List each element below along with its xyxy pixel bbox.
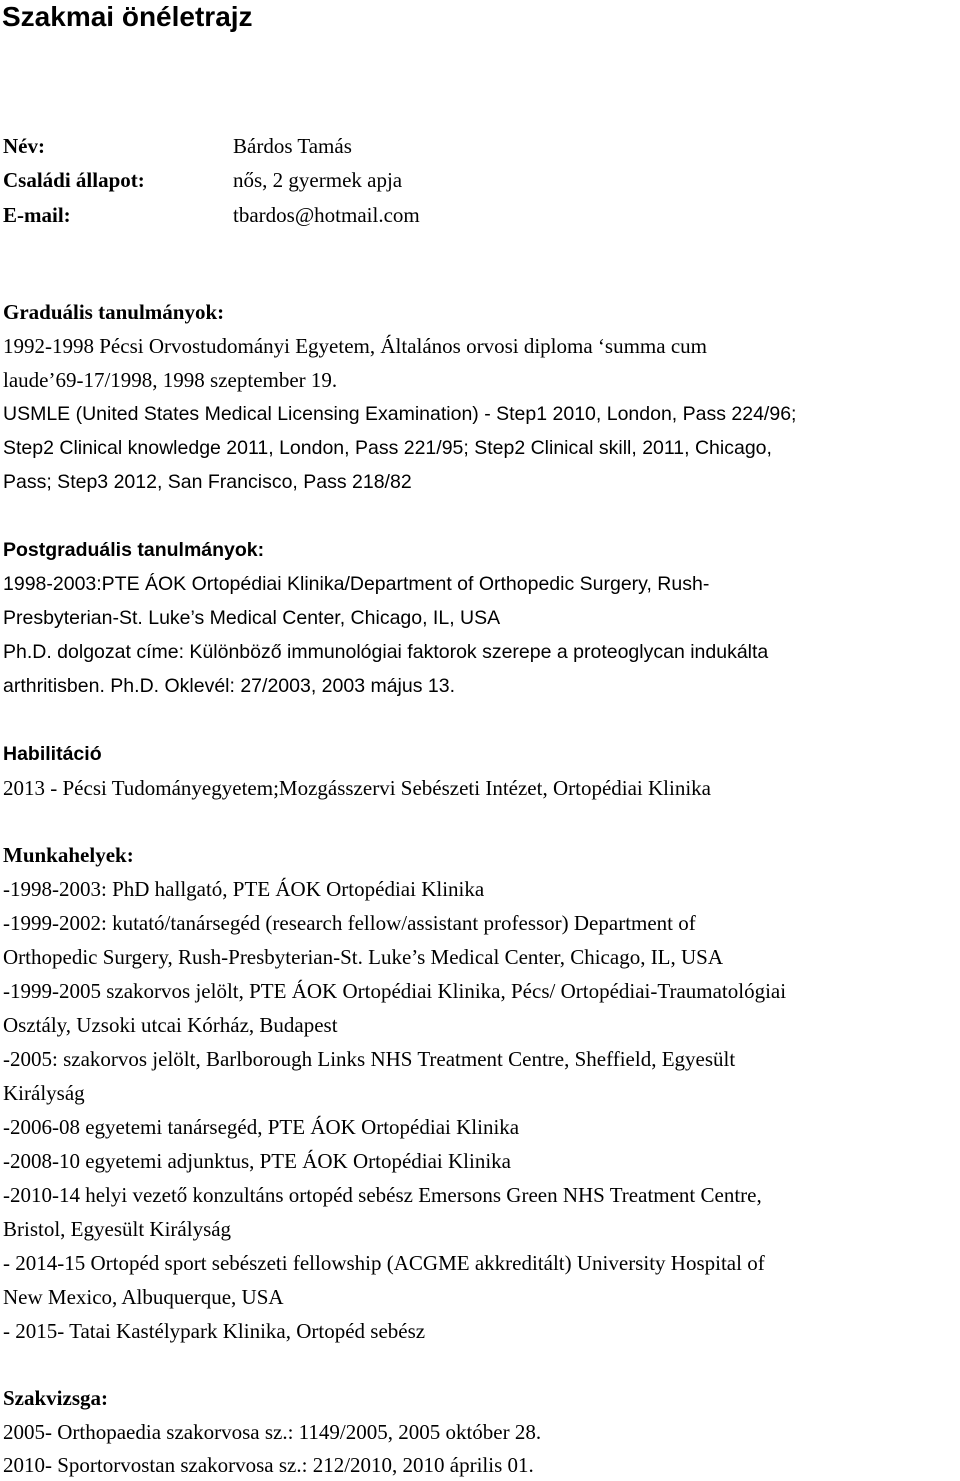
workplace-line: -2010-14 helyi vezető konzultáns ortopéd sebész Emersons Green NHS Treatment Centre, xyxy=(3,1183,762,1207)
workplace-line: Királyság xyxy=(3,1081,85,1105)
name-label: Név: xyxy=(3,134,45,158)
workplace-line: Bristol, Egyesült Királyság xyxy=(3,1217,232,1241)
workplace-line: -1999-2005 szakorvos jelölt, PTE ÁOK Ortopédiai Klinika, Pécs/ Ortopédiai-Traumatológiai xyxy=(3,979,787,1003)
graduate-heading: Graduális tanulmányok: xyxy=(3,300,225,324)
workplace-line: -2005: szakorvos jelölt, Barlborough Links NHS Treatment Centre, Sheffield, Egyesült xyxy=(3,1047,736,1071)
workplace-line: -1999-2002: kutató/tanársegéd (research fellow/assistant professor) Department of xyxy=(3,911,696,935)
graduate-line: USMLE (United States Medical Licensing Examination) - Step1 2010, London, Pass 224/96; xyxy=(3,403,797,425)
graduate-line: 1992-1998 Pécsi Orvostudományi Egyetem, Általános orvosi diploma ‘summa cum xyxy=(3,334,707,358)
exams-heading: Szakvizsga: xyxy=(3,1386,108,1410)
page-title: Szakmai önéletrajz xyxy=(2,1,253,32)
postgraduate-line: Ph.D. dolgozat címe: Különböző immunológiai faktorok szerepe a proteoglycan indukálta xyxy=(3,641,769,663)
postgraduate-line: 1998-2003:PTE ÁOK Ortopédiai Klinika/Department of Orthopedic Surgery, Rush- xyxy=(3,573,710,595)
habilitation-line: 2013 - Pécsi Tudományegyetem;Mozgásszervi Sebészeti Intézet, Ortopédiai Klinika xyxy=(3,776,712,800)
exam-line: 2005- Orthopaedia szakorvosa sz.: 1149/2005, 2005 október 28. xyxy=(3,1420,542,1444)
postgraduate-line: arthritisben. Ph.D. Oklevél: 27/2003, 2003 május 13. xyxy=(3,675,456,697)
workplace-line: -2006-08 egyetemi tanársegéd, PTE ÁOK Ortopédiai Klinika xyxy=(3,1115,520,1139)
graduate-line: Step2 Clinical knowledge 2011, London, Pass 221/95; Step2 Clinical skill, 2011, Chicago, xyxy=(3,437,772,459)
workplace-line: -2008-10 egyetemi adjunktus, PTE ÁOK Ortopédiai Klinika xyxy=(3,1149,511,1173)
workplace-line: Orthopedic Surgery, Rush-Presbyterian-St. Luke’s Medical Center, Chicago, IL, USA xyxy=(3,945,724,969)
name-value: Bárdos Tamás xyxy=(233,134,352,158)
email-label: E-mail: xyxy=(3,203,71,227)
marital-status-label: Családi állapot: xyxy=(3,168,145,192)
workplace-line: - 2015- Tatai Kastélypark Klinika, Ortopéd sebész xyxy=(3,1319,426,1343)
exam-line: 2010- Sportorvostan szakorvosa sz.: 212/2010, 2010 április 01. xyxy=(3,1453,534,1477)
workplace-line: - 2014-15 Ortopéd sport sebészeti fellowship (ACGME akkreditált) University Hospital of xyxy=(3,1251,765,1275)
postgraduate-heading: Postgraduális tanulmányok: xyxy=(3,539,265,561)
workplace-line: Osztály, Uzsoki utcai Kórház, Budapest xyxy=(3,1013,338,1037)
habilitation-heading: Habilitáció xyxy=(3,743,102,765)
workplace-line: New Mexico, Albuquerque, USA xyxy=(3,1285,284,1309)
workplaces-heading: Munkahelyek: xyxy=(3,843,134,867)
graduate-line: Pass; Step3 2012, San Francisco, Pass 218/82 xyxy=(3,471,412,493)
workplace-line: -1998-2003: PhD hallgató, PTE ÁOK Ortopédiai Klinika xyxy=(3,877,485,901)
marital-status-value: nős, 2 gyermek apja xyxy=(233,168,403,192)
postgraduate-line: Presbyterian-St. Luke’s Medical Center, Chicago, IL, USA xyxy=(3,607,501,629)
graduate-line: laude’69-17/1998, 1998 szeptember 19. xyxy=(3,368,338,392)
email-value: tbardos@hotmail.com xyxy=(233,203,420,227)
